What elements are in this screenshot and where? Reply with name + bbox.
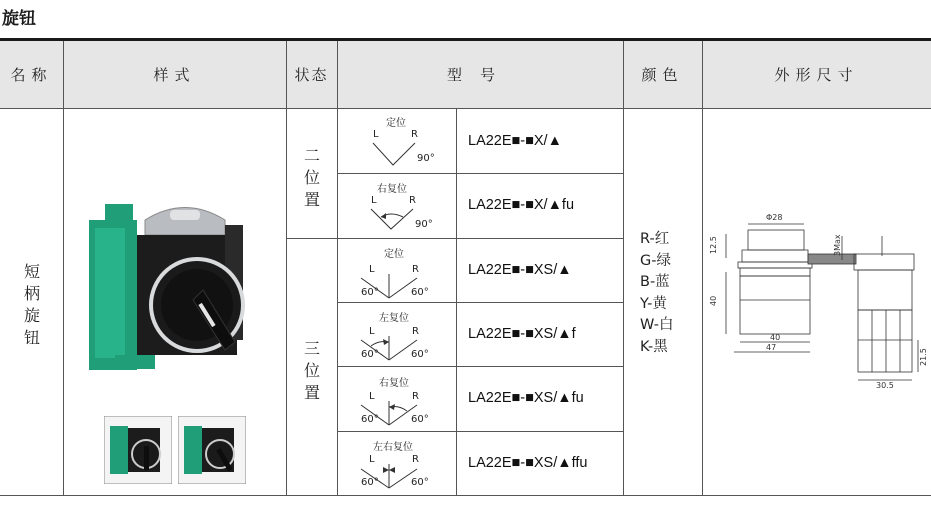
diagram-right-label: R [412, 326, 419, 337]
col-divider [702, 41, 703, 496]
model-number: LA22E■-■XS/▲ [468, 262, 572, 278]
color-item: K-黑 [640, 338, 668, 355]
diagram-angle-right: 60° [411, 414, 429, 425]
header-name: 名称 [0, 41, 63, 109]
diagram-lines [337, 173, 456, 238]
header-model: 型号 [337, 41, 623, 109]
diagram-title: 定位 [386, 118, 406, 129]
color-item: G-绿 [640, 252, 671, 269]
diagram-left-label: L [371, 195, 377, 206]
diagram-left-label: L [369, 391, 375, 402]
state-two-position: 二位置 [303, 146, 320, 209]
diagram-title: 右复位 [377, 184, 407, 195]
diagram-angle-right: 90° [417, 153, 435, 164]
diagram-title: 右复位 [379, 378, 409, 389]
model-number: LA22E■-■X/▲fu [468, 197, 575, 213]
color-item: W-白 [640, 317, 674, 333]
diagram-lines [337, 366, 456, 431]
header-dimension: 外形尺寸 [702, 41, 931, 109]
dim-label: 3Max [833, 234, 842, 256]
header-color: 颜色 [623, 41, 702, 109]
diagram-angle-right: 60° [411, 477, 429, 488]
dim-label: 12.5 [709, 236, 718, 254]
model-number: LA22E■-■X/▲ [468, 133, 562, 149]
dim-label: 40 [770, 333, 781, 342]
diagram-left-label: L [373, 129, 379, 140]
position-diagram [337, 238, 456, 302]
diagram-right-label: R [412, 454, 419, 465]
dim-label: 40 [709, 295, 718, 306]
product-name: 短柄旋钮 [23, 262, 40, 347]
diagram-angle-right: 60° [411, 349, 429, 360]
diagram-title: 左右复位 [373, 442, 413, 453]
diagram-angle-left: 60° [361, 287, 379, 298]
dim-label: 30.5 [876, 381, 894, 390]
dimension-drawing [704, 200, 929, 400]
product-image [75, 190, 275, 380]
dim-label: 47 [766, 343, 777, 352]
diagram-angle-left: 60° [361, 349, 379, 360]
diagram-right-label: R [409, 195, 416, 206]
color-list [640, 229, 698, 358]
diagram-title: 左复位 [379, 313, 409, 324]
header-style: 样式 [63, 41, 286, 109]
table-bottom-rule [0, 495, 931, 496]
diagram-angle-right: 90° [415, 219, 433, 230]
color-item: Y-黄 [640, 295, 667, 312]
diagram-lines [337, 431, 456, 495]
model-number: LA22E■-■XS/▲fu [468, 390, 584, 406]
product-thumbnail [178, 416, 246, 484]
diagram-left-label: L [369, 326, 375, 337]
col-divider [623, 41, 624, 496]
position-diagram [337, 431, 456, 495]
position-diagram [337, 366, 456, 431]
header-state: 状态 [286, 41, 337, 109]
col-divider [286, 41, 287, 496]
color-item: B-蓝 [640, 274, 670, 290]
diagram-right-label: R [411, 129, 418, 140]
diagram-title: 定位 [384, 249, 404, 260]
model-number: LA22E■-■XS/▲f [468, 326, 576, 342]
page-title: 旋钮 [2, 9, 36, 29]
col-divider [63, 41, 64, 496]
position-diagram [337, 109, 456, 173]
dim-label: 21.5 [919, 348, 928, 366]
diagram-lines [337, 109, 456, 173]
diagram-angle-left: 60° [361, 477, 379, 488]
state-three-position: 三位置 [303, 339, 320, 402]
diagram-angle-right: 60° [411, 287, 429, 298]
position-diagram [337, 302, 456, 366]
dim-label: Φ28 [766, 213, 783, 222]
position-diagram [337, 173, 456, 238]
diagram-right-label: R [412, 264, 419, 275]
diagram-left-label: L [369, 454, 375, 465]
diagram-angle-left: 60° [361, 414, 379, 425]
product-thumbnail [104, 416, 172, 484]
diagram-right-label: R [412, 391, 419, 402]
model-number: LA22E■-■XS/▲ffu [468, 455, 588, 471]
diagram-lines [337, 238, 456, 302]
color-item: R-红 [640, 231, 670, 247]
diagram-lines [337, 302, 456, 366]
diagram-left-label: L [369, 264, 375, 275]
